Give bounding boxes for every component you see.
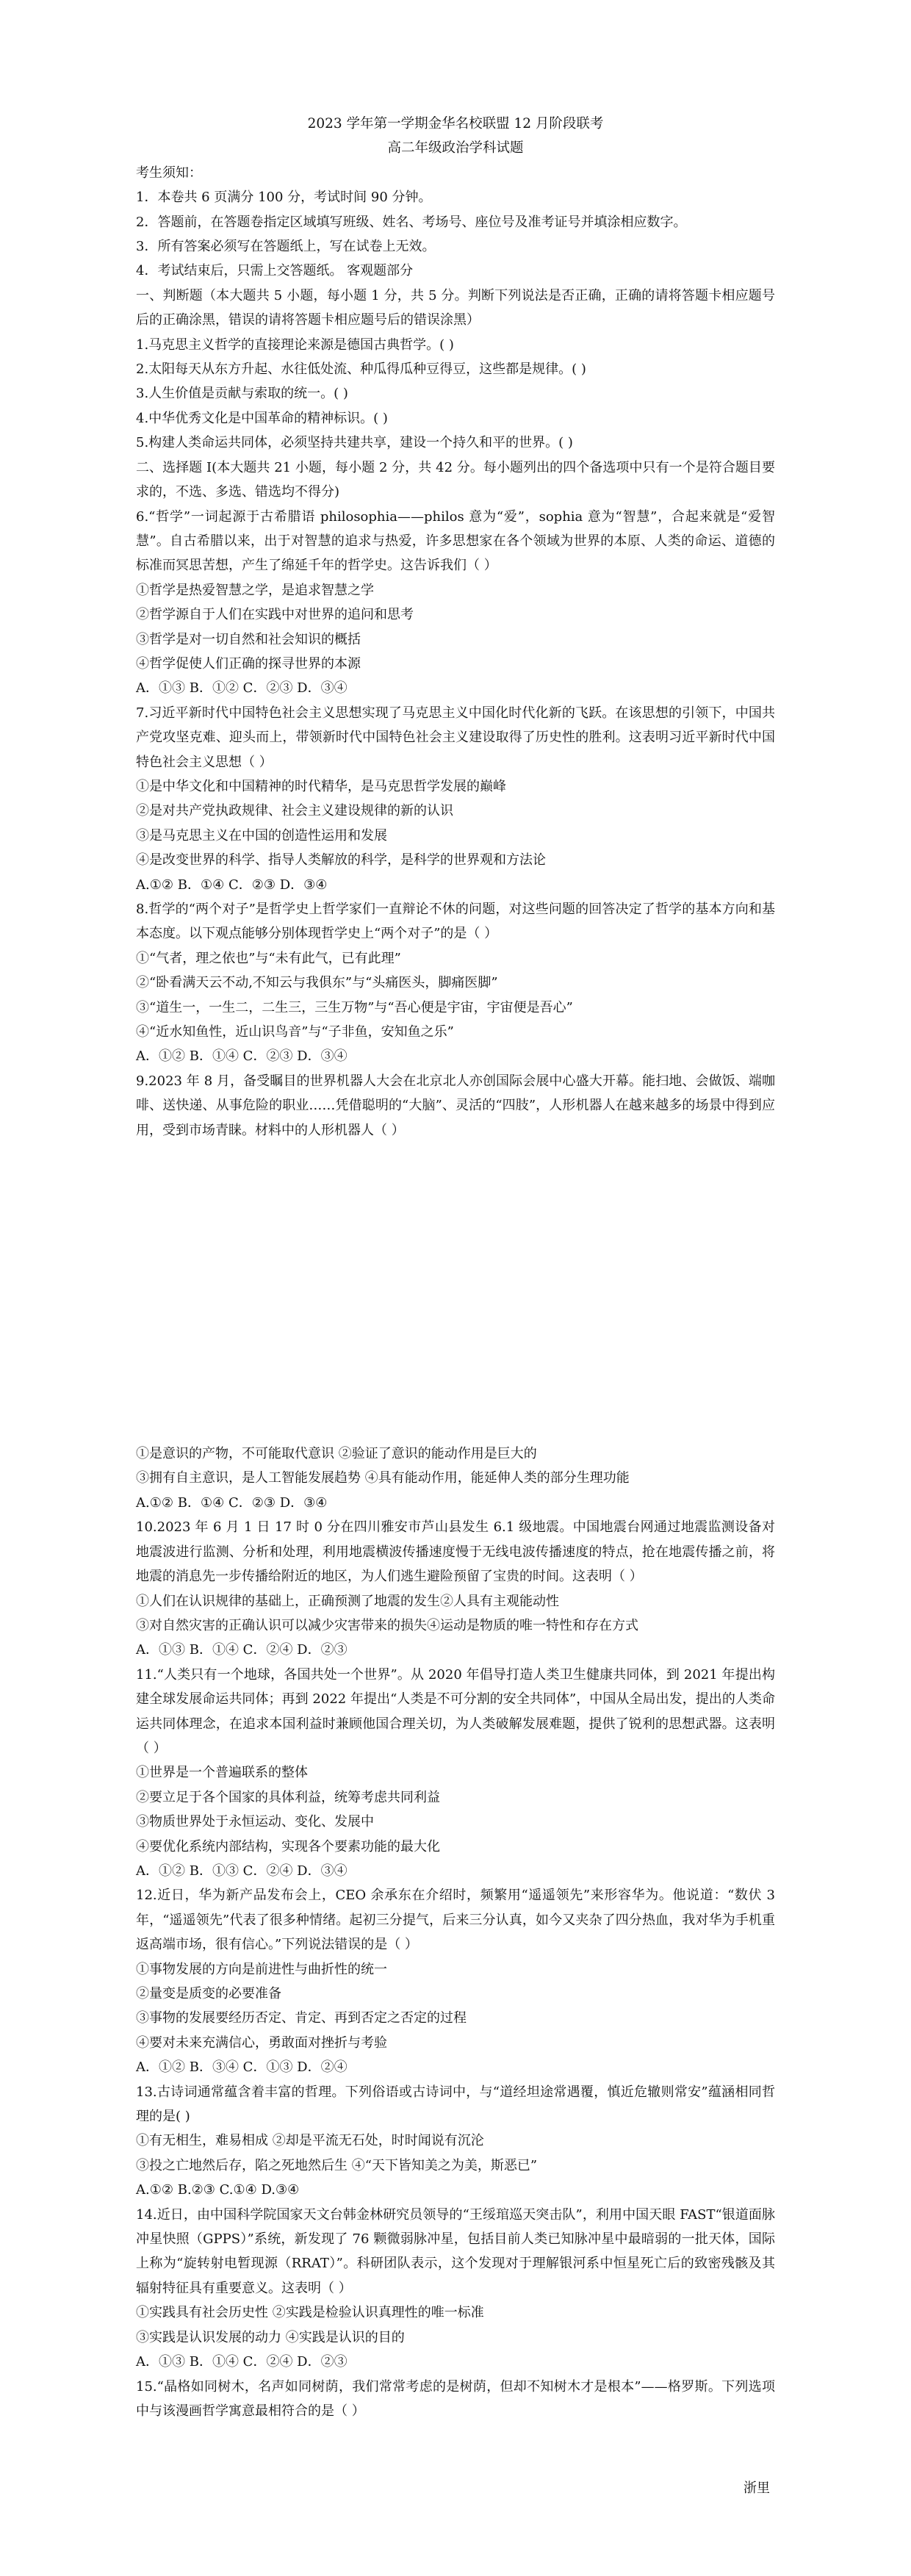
- judgement-item: 3.人生价值是贡献与索取的统一。( ): [136, 386, 348, 402]
- question-stem: 10.2023 年 6 月 1 日 17 时 0 分在四川雅安市芦山县发生 6.1 级地震。中国地震台网通过地震监测设备对地震波进行监测、分析和处理，利用地震横波传播速度慢于无线电波传播速度的特点，抢在地震传播之前，将地震的消息先一步传播给附近的地区，为人们逃生避险预留了宝贵的时间。这表明（ ）: [136, 1519, 775, 1585]
- question-stem: 8.哲学的“两个对子”是哲学史上哲学家们一直辩论不休的问题，对这些问题的回答决定了哲学的基本方向和基本态度。以下观点能够分别体现哲学史上“两个对子”的是（ ）: [136, 902, 775, 942]
- question-option: ③物质世界处于永恒运动、变化、发展中: [136, 1814, 374, 1830]
- question-stem: 11.“人类只有一个地球，各国共处一个世界”。从 2020 年倡导打造人类卫生健康共同体，到 2021 年提出构建全球发展命运共同体；再到 2022 年提出“人类是不可分割的安全共同体”，中国从全局出发，提出的人类命运共同体理念，在追求本国利益时兼顾他国合理关切，为人类破解发展难题，提供了锐利的思想武器。这表明（ ）: [136, 1666, 775, 1756]
- answer-choices: A．①② B．③④ C．①③ D．②④: [136, 2059, 348, 2076]
- question-option: ③对自然灾害的正确认识可以减少灾害带来的损失④运动是物质的唯一特性和存在方式: [136, 1617, 638, 1633]
- question-option: ①事物发展的方向是前进性与曲折性的统一: [136, 1961, 387, 1977]
- answer-choices: A.①② B．①④ C．②③ D．③④: [136, 877, 328, 893]
- question-option: ③是马克思主义在中国的创造性运用和发展: [136, 827, 387, 843]
- question-option: ②要立足于各个国家的具体利益，统筹考虑共同利益: [136, 1789, 440, 1805]
- question-stem: 13.古诗词通常蕴含着丰富的哲理。下列俗语或古诗词中，与“道经坦途常遇覆，慎近危辙则常安”蕴涵相同哲理的是( ): [136, 2084, 775, 2125]
- notice-item: 2．答题前，在答题卷指定区域填写班级、姓名、考场号、座位号及准考证号并填涂相应数字。: [136, 214, 687, 230]
- answer-choices: A．①② B．①④ C．②③ D．③④: [136, 1048, 348, 1065]
- question-stem: 15.“晶格如同树木，名声如同树荫，我们常常考虑的是树荫，但却不知树木才是根本”——格罗斯。下列选项中与该漫画哲学寓意最相符合的是（ ）: [136, 2378, 775, 2419]
- exam-subtitle: 高二年级政治学科试题: [387, 140, 524, 156]
- question-option: ①哲学是热爱智慧之学，是追求智慧之学: [136, 582, 374, 598]
- question-option: ③“道生一，一生二，二生三，三生万物”与“吾心便是宇宙，宇宙便是吾心”: [136, 999, 573, 1015]
- blank-image-area: [136, 1143, 775, 1442]
- question-option: ④是改变世界的科学、指导人类解放的科学，是科学的世界观和方法论: [136, 852, 546, 868]
- section1-heading: 一、判断题（本大题共 5 小题，每小题 1 分，共 5 分。判断下列说法是否正确，正确的请将答题卡相应题号后的正确涂黑，错误的请将答题卡相应题号后的错误涂黑）: [136, 287, 775, 328]
- question-option: ①是中华文化和中国精神的时代精华，是马克思哲学发展的巅峰: [136, 778, 506, 794]
- notice-item: 3．所有答案必须写在答题纸上，写在试卷上无效。: [136, 239, 436, 255]
- question-option: ③实践是认识发展的动力 ④实践是认识的目的: [136, 2329, 405, 2345]
- notice-item: 1．本卷共 6 页满分 100 分，考试时间 90 分钟。: [136, 190, 432, 206]
- question-option: ①有无相生，难易相成 ②却是平流无石处，时时闻说有沉沦: [136, 2133, 484, 2149]
- notice-item: 4．考试结束后，只需上交答题纸。 客观题部分: [136, 263, 414, 279]
- question-option: ③哲学是对一切自然和社会知识的概括: [136, 631, 361, 647]
- question-stem: 12.近日，华为新产品发布会上，CEO 余承东在介绍时，频繁用“遥遥领先”来形容华为。他说道：“数伏 3 年，“遥遥领先”代表了很多种情绪。起初三分提气，后来三分认真，如今又夹杂了四分热血，我对华为手机重返高端市场，很有信心。”下列说法错误的是（ ）: [136, 1888, 775, 1953]
- question-option: ④哲学促使人们正确的探寻世界的本源: [136, 655, 361, 672]
- judgement-item: 1.马克思主义哲学的直接理论来源是德国古典哲学。( ): [136, 337, 454, 353]
- answer-choices: A．①③ B．①④ C．②④ D．②③: [136, 2354, 348, 2370]
- section2-heading: 二、选择题 I(本大题共 21 小题，每小题 2 分，共 42 分。每小题列出的四个备选项中只有一个是符合题目要求的，不选、多选、错选均不得分): [136, 459, 775, 500]
- answer-choices: A.①② B.②③ C.①④ D.③④: [136, 2182, 300, 2198]
- exam-content: [136, 112, 775, 2423]
- answer-choices: A．①③ B．①④ C．②④ D．②③: [136, 1642, 348, 1658]
- question-option: ④“近水知鱼性，近山识鸟音”与“子非鱼，安知鱼之乐”: [136, 1024, 454, 1040]
- question-option: ①“气者，理之依也”与“未有此气，已有此理”: [136, 950, 401, 966]
- question-option: ①人们在认识规律的基础上，正确预测了地震的发生②人具有主观能动性: [136, 1593, 559, 1609]
- question-stem: 9.2023 年 8 月，备受瞩目的世界机器人大会在北京北人亦创国际会展中心盛大开幕。能扫地、会做饭、端咖啡、送快递、从事危险的职业……凭借聪明的“大脑”、灵活的“四肢”，人形机器人在越来越多的场景中得到应用，受到市场青睐。材料中的人形机器人（ ）: [136, 1073, 775, 1138]
- judgement-item: 4.中华优秀文化是中国革命的精神标识。( ): [136, 410, 388, 426]
- question-option: ②“卧看满天云不动,不知云与我俱东”与“头痛医头，脚痛医脚”: [136, 975, 498, 991]
- question-option: ②哲学源自于人们在实践中对世界的追问和思考: [136, 607, 414, 623]
- judgement-item: 2.太阳每天从东方升起、水往低处流、种瓜得瓜种豆得豆，这些都是规律。( ): [136, 361, 586, 378]
- answer-choices: A.①② B．①④ C．②③ D．③④: [136, 1494, 328, 1511]
- question-option: ④要对未来充满信心，勇敢面对挫折与考验: [136, 2034, 387, 2051]
- question-stem: 7.习近平新时代中国特色社会主义思想实现了马克思主义中国化时代化新的飞跃。在该思想的引领下，中国共产党攻坚克难、迎头而上，带领新时代中国特色社会主义建设取得了历史性的胜利。这表明习近平新时代中国特色社会主义思想（ ）: [136, 705, 775, 770]
- question-stem: 14.近日，由中国科学院国家天文台韩金林研究员领导的“王绥琯巡天突击队”，利用中国天眼 FAST“银道面脉冲星快照（GPPS）”系统，新发现了 76 颗微弱脉冲星，包括目前人类已知脉冲星中最暗弱的一批天体，国际上称为“旋转射电暂现源（RRAT）”。科研团队表示，这个发现对于理解银河系中恒星死亡后的致密残骸及其辐射特征具有重要意义。这表明（ ）: [136, 2206, 775, 2296]
- question-option: ②量变是质变的必要准备: [136, 1986, 281, 2001]
- question-stem: 6.“哲学”一词起源于古希腊语 philosophia——philos 意为“爱”，sophia 意为“智慧”，合起来就是“爱智慧”。自古希腊以来，出于对智慧的追求与热爱，许多思想家在各个领域为世界的本原、人类的命运、道德的标准而冥思苦想，产生了绵延千年的哲学史。这告诉我们（ ）: [136, 508, 775, 574]
- page-footer: 浙里: [743, 2480, 770, 2496]
- question-option: ①实践具有社会历史性 ②实践是检验认识真理性的唯一标准: [136, 2305, 484, 2321]
- question-option: ①世界是一个普遍联系的整体: [136, 1765, 308, 1781]
- question-option: ①是意识的产物，不可能取代意识 ②验证了意识的能动作用是巨大的: [136, 1446, 537, 1462]
- answer-choices: A．①③ B．①② C．②③ D．③④: [136, 680, 348, 697]
- notice-heading: 考生须知：: [136, 165, 202, 181]
- exam-title: 2023 学年第一学期金华名校联盟 12 月阶段联考: [307, 116, 604, 132]
- judgement-item: 5.构建人类命运共同体，必须坚持共建共享，建设一个持久和平的世界。( ): [136, 435, 573, 451]
- question-option: ③投之亡地然后存，陷之死地然后生 ④“天下皆知美之为美，斯恶已”: [136, 2157, 538, 2173]
- question-option: ③拥有自主意识，是人工智能发展趋势 ④具有能动作用，能延伸人类的部分生理功能: [136, 1470, 630, 1486]
- question-option: ③事物的发展要经历否定、肯定、再到否定之否定的过程: [136, 2010, 467, 2026]
- answer-choices: A．①② B．①③ C．②④ D．③④: [136, 1863, 348, 1879]
- question-option: ④要优化系统内部结构，实现各个要素功能的最大化: [136, 1838, 440, 1854]
- question-option: ②是对共产党执政规律、社会主义建设规律的新的认识: [136, 803, 453, 819]
